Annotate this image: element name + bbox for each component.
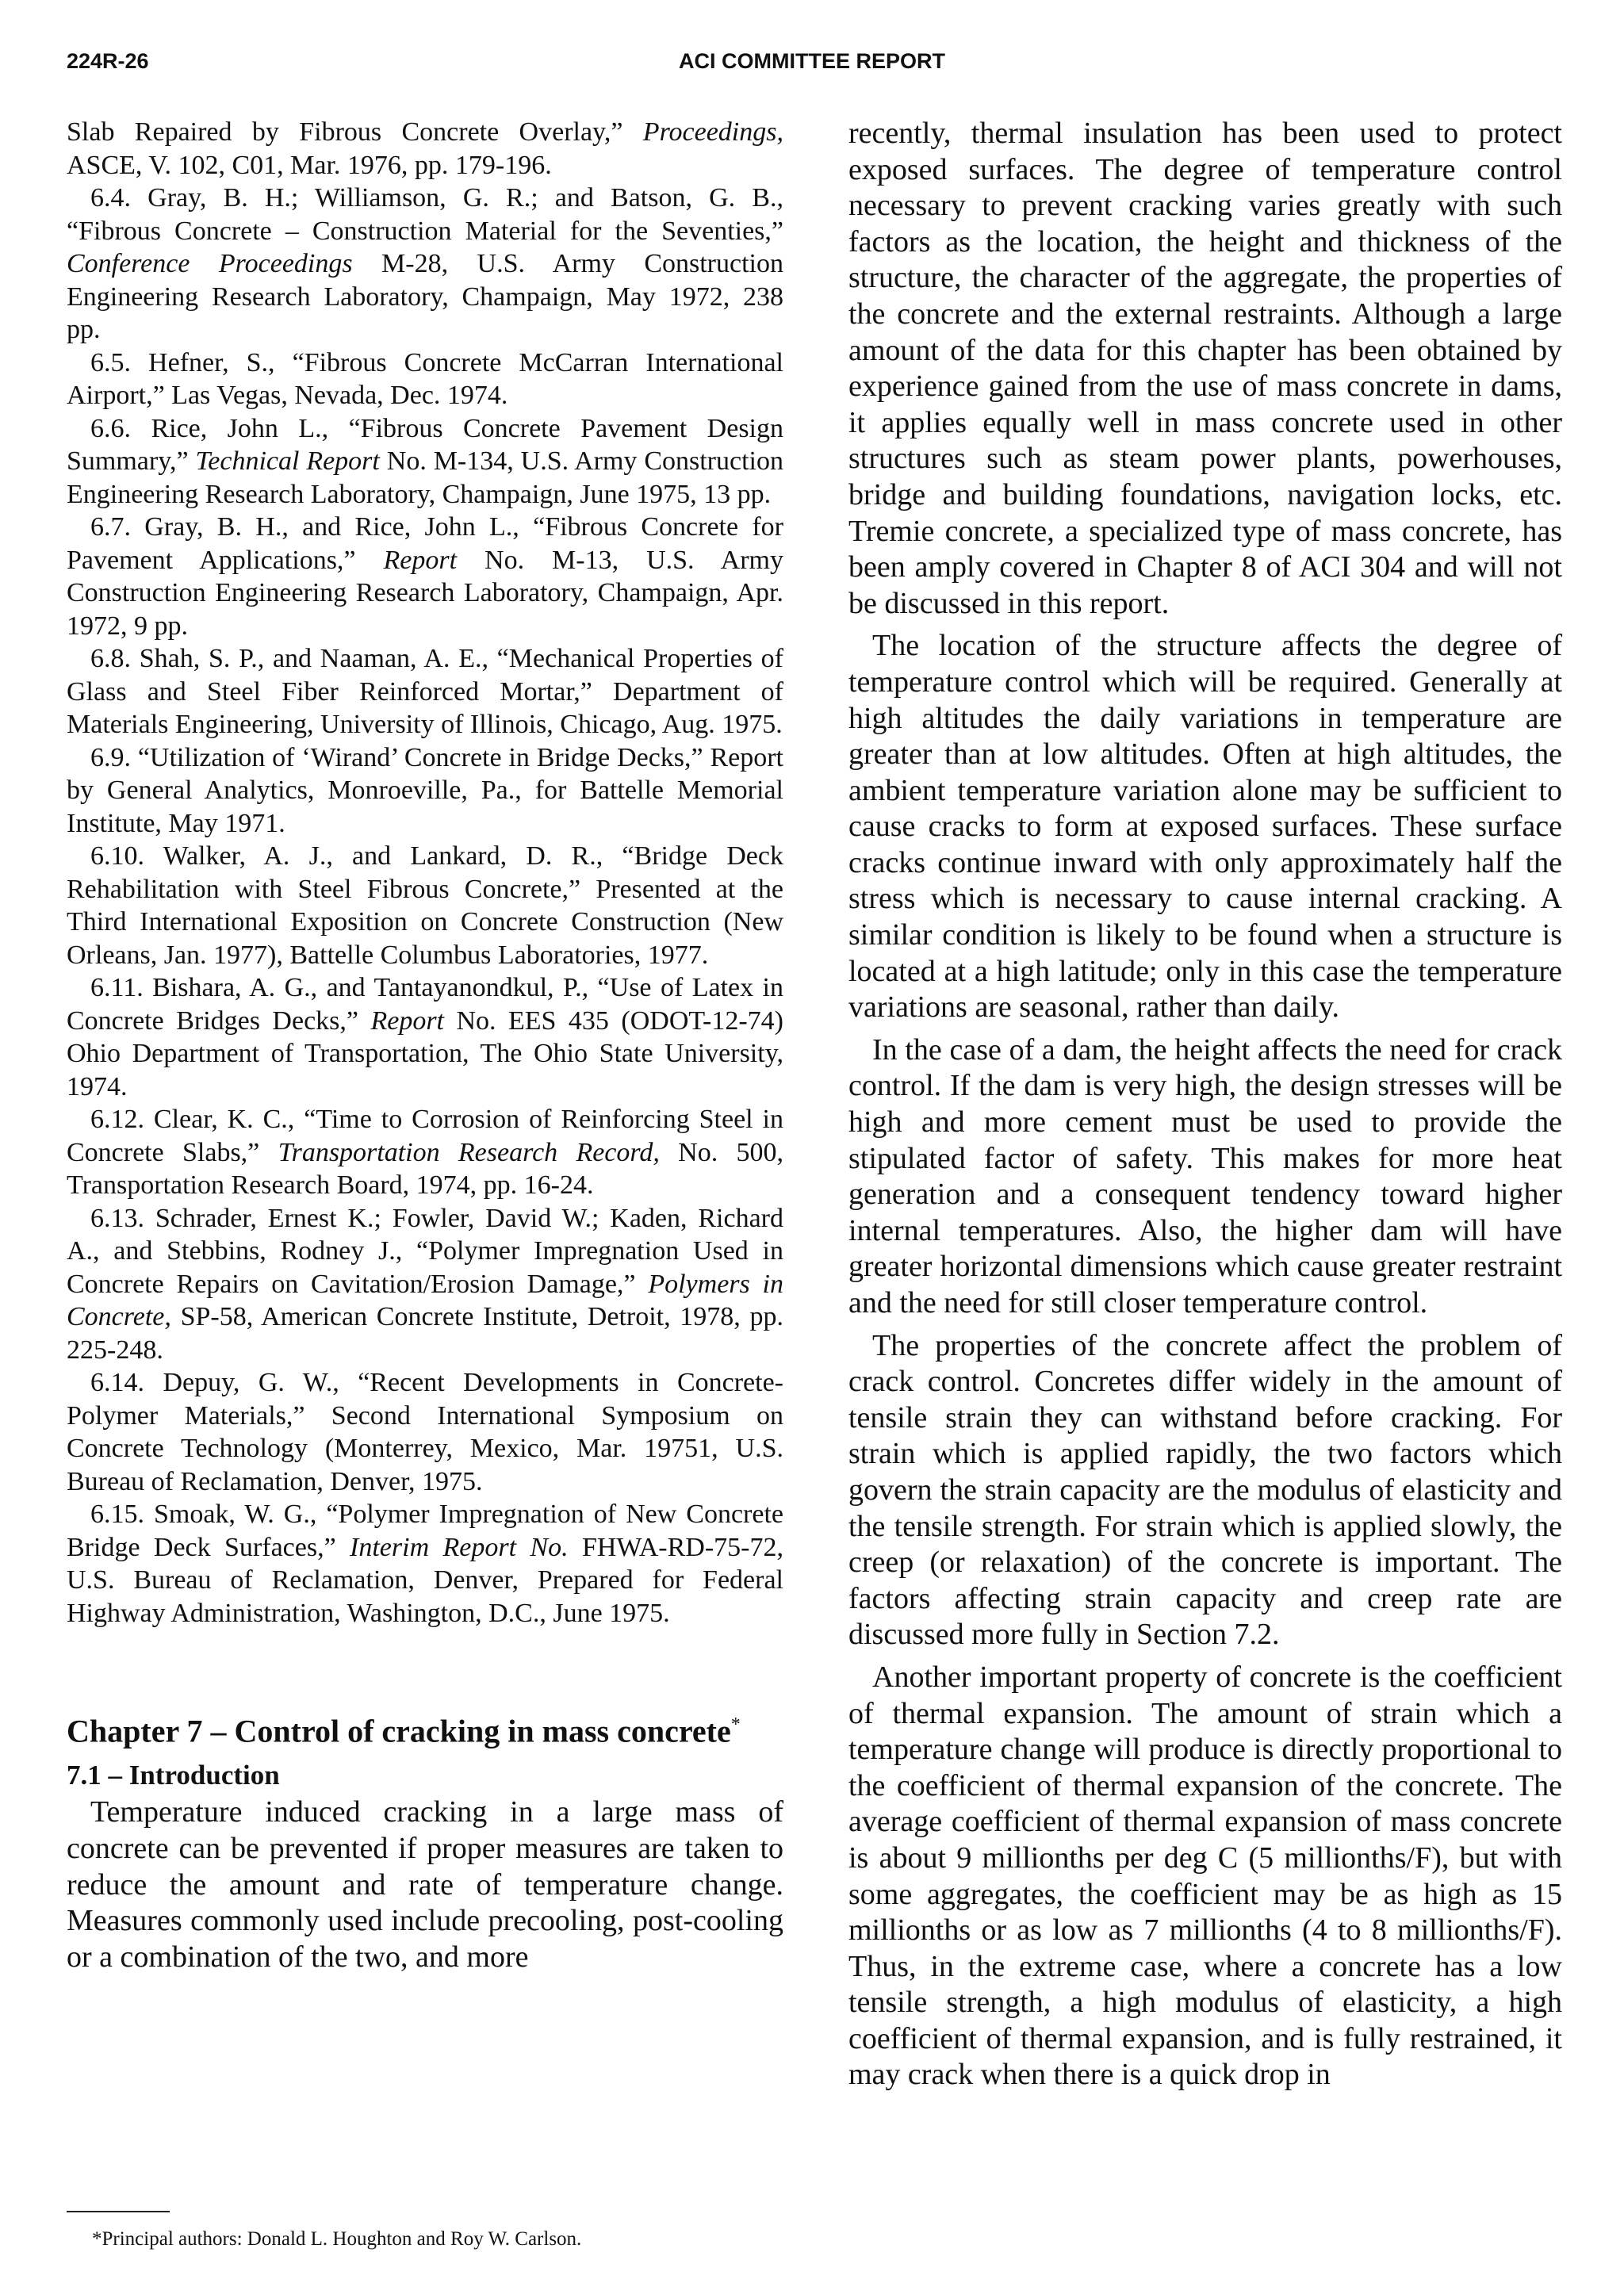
intro-paragraph: Temperature induced cracking in a large mass of concrete can be prevented if proper measures are taken to reduce the amount and rate of temperature change. Measures commonly used include precooling, post-cooling or a combination of the two, and more — [67, 1795, 783, 1974]
right-column — [848, 116, 1562, 2100]
body-paragraph: Another important property of concrete is the coefficient of thermal expansion. The amount of strain which a temperature change will produce is directly proportional to the coefficient of thermal expansion of the concrete. The average coefficient of thermal expansion of mass concrete is about 9 millionths per deg C (5 millionths/F), but with some aggregates, the coefficient may be as high as 15 millionths or as low as 7 millionths (4 to 8 millionths/F). Thus, in the extreme case, where a concrete has a low tensile strength, a high modulus of elasticity, a high coefficient of thermal expansion, and is fully restrained, it may crack when there is a quick drop in — [848, 1660, 1562, 2092]
reference-entry: 6.5. Hefner, S., “Fibrous Concrete McCarran International Airport,” Las Vegas, Nevada, Dec. 1974. — [67, 347, 783, 410]
reference-entry: 6.6. Rice, John L., “Fibrous Concrete Pavement Design Summary,” Technical Report No. M-134, U.S. Army Construction Engineering Research Laboratory, Champaign, June 1975, 13 pp. — [67, 413, 783, 509]
reference-entry: 6.15. Smoak, W. G., “Polymer Impregnation of New Concrete Bridge Deck Surfaces,” Interim Report No. FHWA-RD-75-72, U.S. Bureau of Reclamation, Denver, Prepared for Federal Highway Administration, Washington, D.C., June 1975. — [67, 1500, 783, 1628]
reference-entry: 6.14. Depuy, G. W., “Recent Developments in Concrete-Polymer Materials,” Second International Symposium on Concrete Technology (Monterrey, Mexico, Mar. 19751, U.S. Bureau of Reclamation, Denver, 1975. — [67, 1368, 783, 1496]
chapter-heading: Chapter 7 – Control of cracking in mass concrete* — [67, 1713, 741, 1749]
body-paragraph: The location of the structure affects the degree of temperature control which will be required. Generally at high altitudes the daily variations in temperature are greater than at low altitudes. Often at high altitudes, the ambient temperature variation alone may be sufficient to cause cracks to form at exposed surfaces. These surface cracks continue inward with only approximately half the stress which is necessary to cause internal cracking. A similar condition is likely to be found when a structure is located at a high latitude; only in this case the temperature variations are seasonal, rather than daily. — [848, 629, 1562, 1025]
reference-entry: Slab Repaired by Fibrous Concrete Overlay,” Proceedings, ASCE, V. 102, C01, Mar. 1976, pp. 179-196. — [67, 117, 783, 180]
footnote-divider — [67, 2211, 170, 2212]
left-column — [67, 116, 783, 1982]
page-header — [67, 49, 1557, 81]
page-number: 224R-26 — [67, 49, 149, 73]
reference-entry: 6.8. Shah, S. P., and Naaman, A. E., “Mechanical Properties of Glass and Steel Fiber Reinforced Mortar,” Department of Materials Engineering, University of Illinois, Chicago, Aug. 1975. — [67, 644, 783, 739]
reference-entry: 6.11. Bishara, A. G., and Tantayanondkul, P., “Use of Latex in Concrete Bridges Decks,” Report No. EES 435 (ODOT-12-74) Ohio Department of Transportation, The Ohio State University, 1974. — [67, 973, 783, 1101]
reference-entry: 6.13. Schrader, Ernest K.; Fowler, David W.; Kaden, Richard A., and Stebbins, Rodney J., “Polymer Impregnation Used in Concrete Repairs on Cavitation/Erosion Damage,” Polymers in Concrete, SP-58, American Concrete Institute, Detroit, 1978, pp. 225-248. — [67, 1203, 783, 1365]
body-paragraph: In the case of a dam, the height affects the need for crack control. If the dam is very high, the design stresses will be high and more cement must be used to provide the stipulated factor of safety. This makes for more heat generation and a consequent tendency toward higher internal temperatures. Also, the higher dam will have greater horizontal dimensions which cause greater restraint and the need for still closer temperature control. — [848, 1032, 1562, 1320]
body-paragraph: recently, thermal insulation has been used to protect exposed surfaces. The degree of temperature control necessary to prevent cracking varies greatly with such factors as the location, the height and thickness of the structure, the character of the aggregate, the properties of the concrete and the external restraints. Although a large amount of the data for this chapter has been obtained by experience gained from the use of mass concrete in dams, it applies equally well in mass concrete used in other structures such as steam power plants, powerhouses, bridge and building foundations, navigation locks, etc. Tremie concrete, a specialized type of mass concrete, has been amply covered in Chapter 8 of ACI 304 and will not be discussed in this report. — [848, 117, 1562, 620]
body-paragraph: The properties of the concrete affect the problem of crack control. Concretes differ widely in the amount of tensile strain they can withstand before cracking. For strain which is applied rapidly, the two factors which govern the strain capacity are the modulus of elasticity and the tensile strength. For strain which is applied slowly, the creep (or relaxation) of the concrete is important. The factors affecting strain capacity and creep rate are discussed more fully in Section 7.2. — [848, 1328, 1562, 1652]
reference-entry: 6.12. Clear, K. C., “Time to Corrosion of Reinforcing Steel in Concrete Slabs,” Transportation Research Record, No. 500, Transportation Research Board, 1974, pp. 16-24. — [67, 1105, 783, 1200]
reference-entry: 6.7. Gray, B. H., and Rice, John L., “Fibrous Concrete for Pavement Applications,” Report No. M-13, U.S. Army Construction Engineering Research Laboratory, Champaign, Apr. 1972, 9 pp. — [67, 512, 783, 641]
reference-entry: 6.10. Walker, A. J., and Lankard, D. R., “Bridge Deck Rehabilitation with Steel Fibrous Concrete,” Presented at the Third International Exposition on Concrete Construction (New Orleans, Jan. 1977), Battelle Columbus Laboratories, 1977. — [67, 841, 783, 970]
reference-list — [67, 116, 783, 1630]
section-heading: 7.1 – Introduction — [67, 1760, 280, 1791]
reference-entry: 6.9. “Utilization of ‘Wirand’ Concrete in Bridge Decks,” Report by General Analytics, Monroeville, Pa., for Battelle Memorial Institute, May 1971. — [67, 742, 783, 838]
footnote: *Principal authors: Donald L. Houghton and Roy W. Carlson. — [92, 2228, 582, 2250]
report-title: ACI COMMITTEE REPORT — [679, 49, 945, 73]
footnote-marker: * — [730, 1714, 741, 1735]
reference-entry: 6.4. Gray, B. H.; Williamson, G. R.; and Batson, G. B., “Fibrous Concrete – Construction Material for the Seventies,” Conference Proceedings M-28, U.S. Army Construction Engineering Research Laboratory, Champaign, May 1972, 238 pp. — [67, 183, 783, 344]
